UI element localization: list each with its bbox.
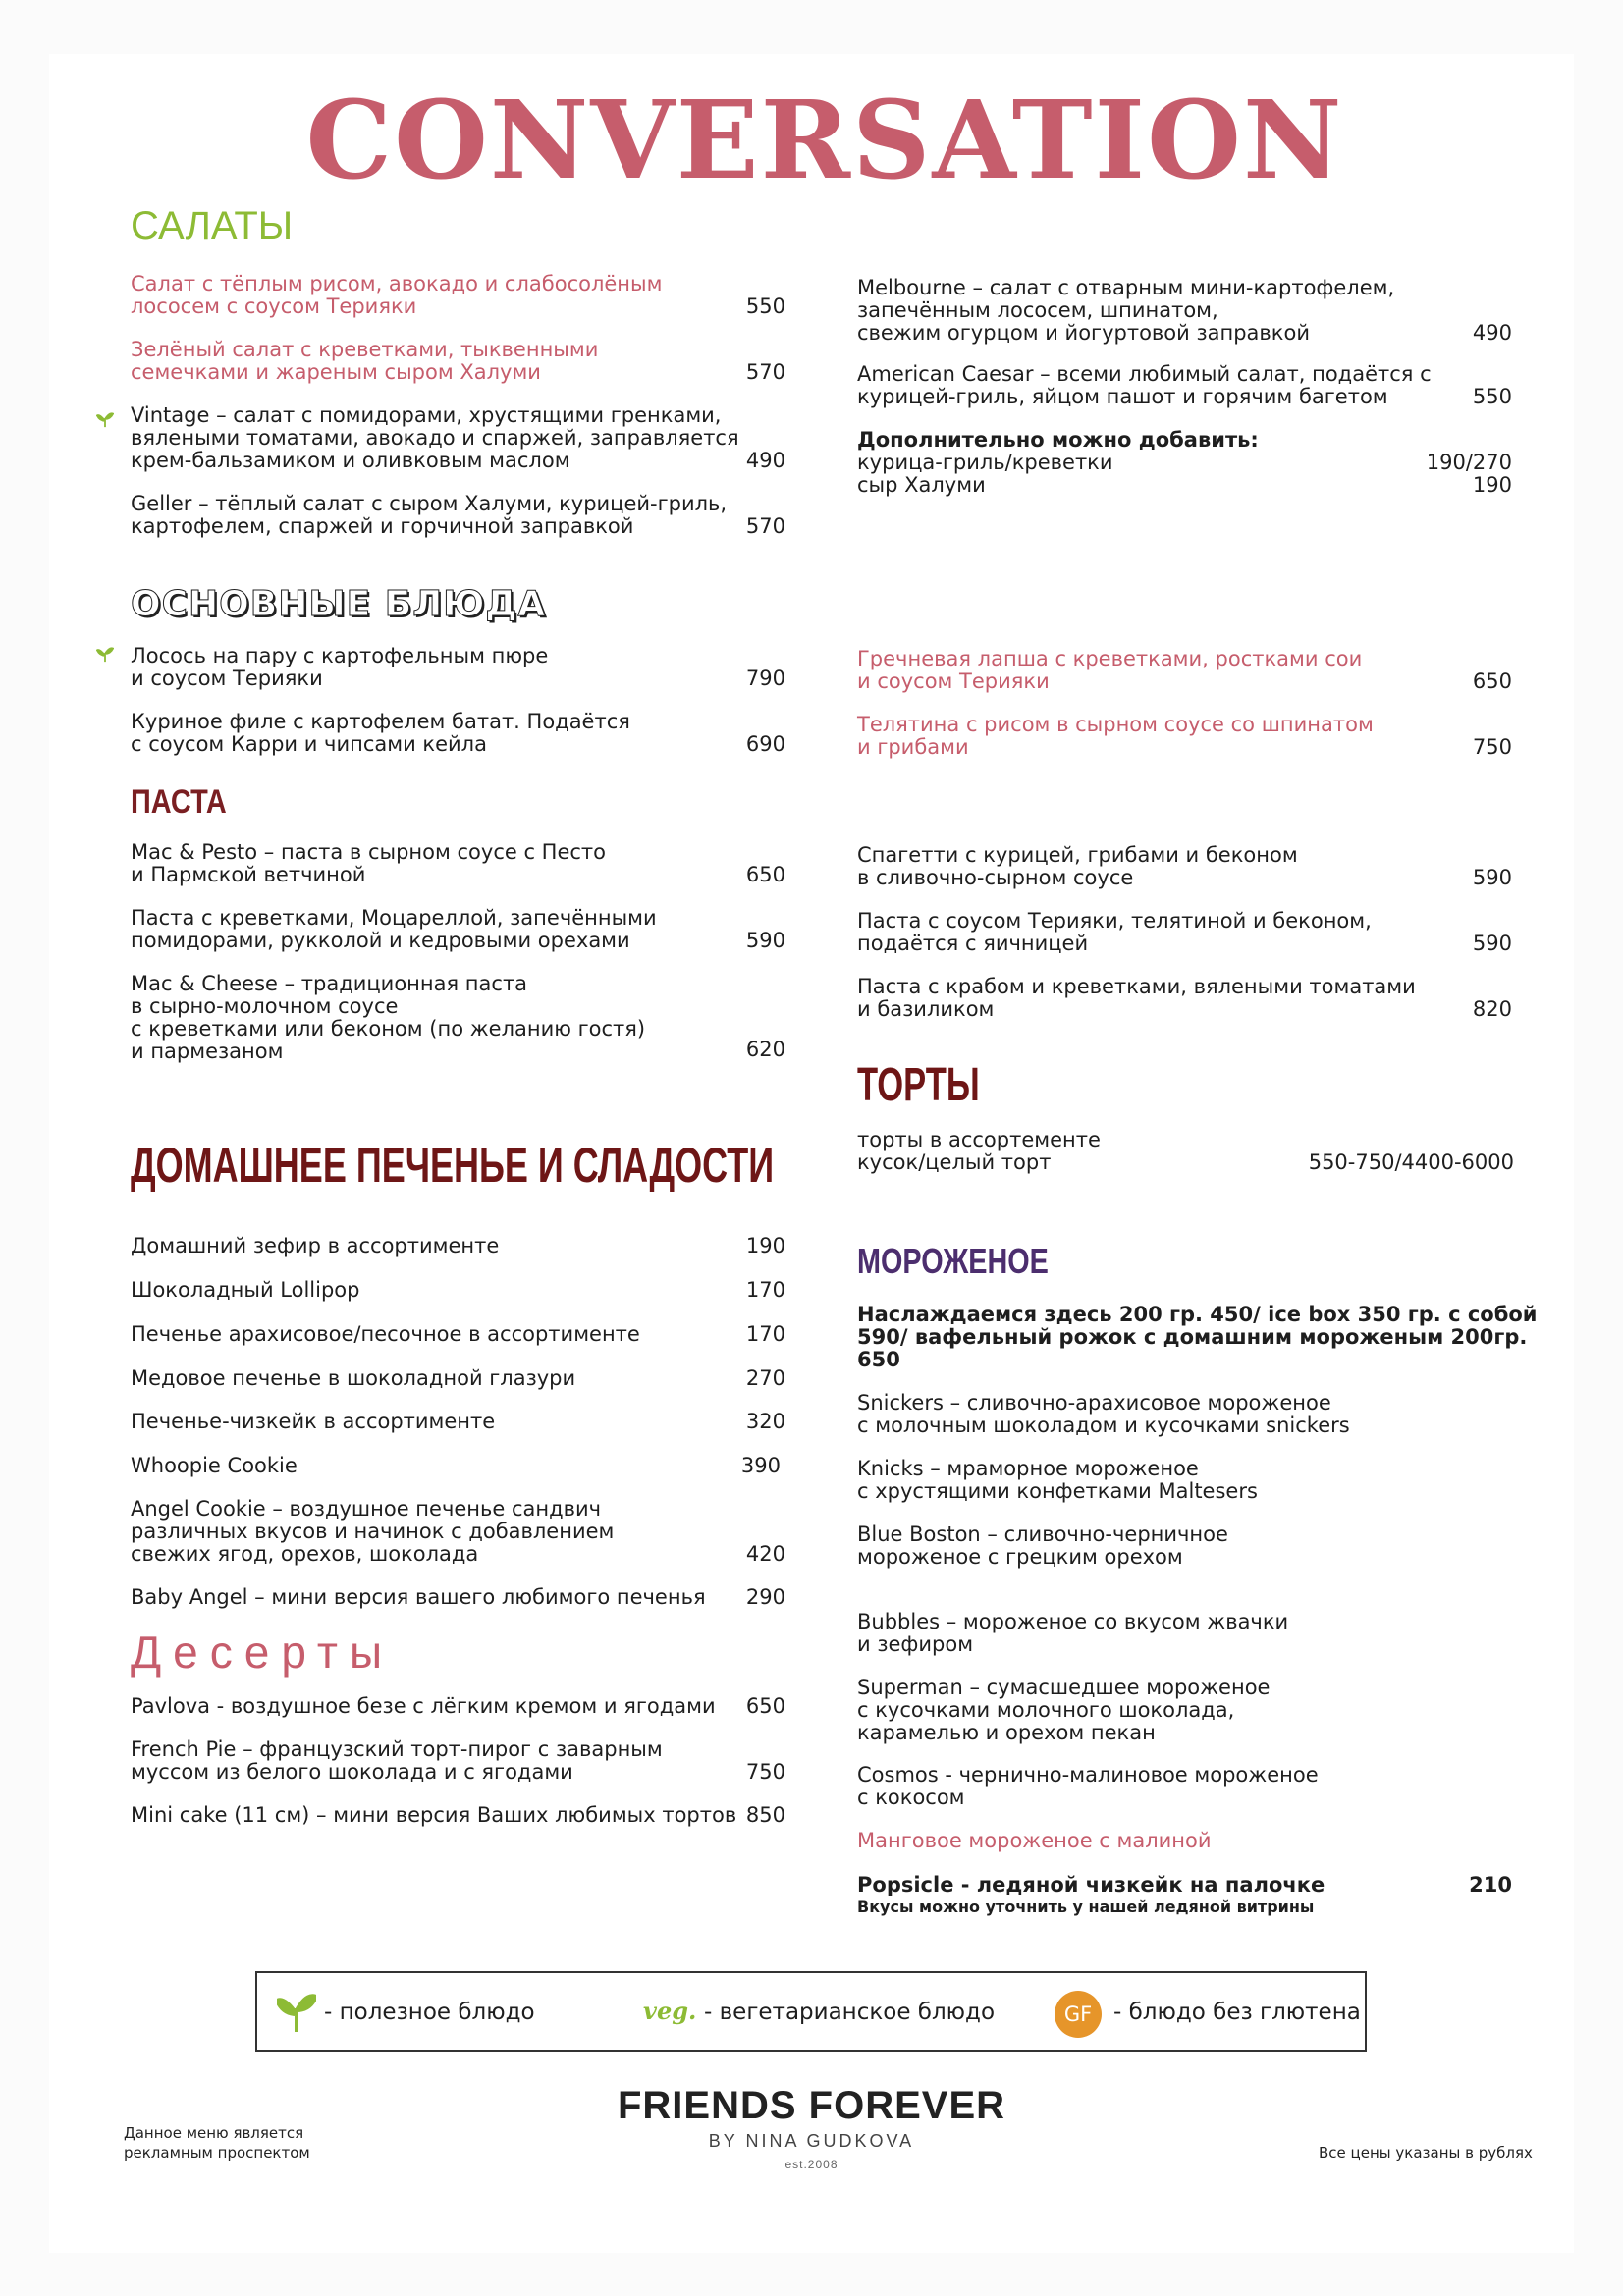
item-price: 550 xyxy=(1472,385,1512,408)
addon-price: 190 xyxy=(1472,473,1512,497)
icecream-item: Bubbles – мороженое со вкусом жвачки и зефиром xyxy=(857,1610,1289,1656)
menu-item: Whoopie Cookie xyxy=(131,1454,298,1477)
item-price: 390 xyxy=(740,1454,781,1477)
icecream-item: Snickers – сливочно-арахисовое мороженое с молочным шоколадом и кусочками snickers xyxy=(857,1391,1350,1437)
brand-name: FRIENDS FOREVER xyxy=(617,2084,1006,2127)
item-price: 570 xyxy=(745,360,785,384)
menu-item: Geller – тёплый салат с сыром Халуми, курицей-гриль, картофелем, спаржей и горчичной заправкой xyxy=(131,492,728,538)
item-price: 620 xyxy=(745,1038,785,1061)
section-salads: САЛАТЫ xyxy=(131,204,294,247)
brand-est: est.2008 xyxy=(784,2158,839,2171)
addon-item: сыр Халуми xyxy=(857,473,986,497)
item-price: 550-750/4400-6000 xyxy=(1308,1150,1514,1174)
menu-item: Mini cake (11 см) – мини версия Ваших любимых тортов xyxy=(131,1803,737,1827)
item-price: 490 xyxy=(745,449,785,472)
menu-item: Салат с тёплым рисом, авокадо и слабосолёным лососем с соусом Терияки xyxy=(131,272,663,318)
item-price: 650 xyxy=(745,863,785,886)
footer-disclaimer: Данное меню является рекламным проспектом xyxy=(124,2124,310,2162)
menu-item: Лосось на пару с картофельным пюре и соусом Терияки xyxy=(131,644,549,690)
menu-item: Melbourne – салат с отварным мини-картофелем, запечённым лососем, шпинатом, свежим огурцом и йогуртовой заправкой xyxy=(857,276,1395,345)
menu-item: Медовое печенье в шоколадной глазури xyxy=(131,1366,576,1390)
item-price: 820 xyxy=(1472,997,1512,1021)
popsicle-note: Вкусы можно уточнить у нашей ледяной витрины xyxy=(857,1897,1315,1916)
menu-item: American Caesar – всеми любимый салат, подаётся с курицей-гриль, яйцом пашот и горячим багетом xyxy=(857,362,1432,408)
popsicle-item: Popsicle - ледяной чизкейк на палочке xyxy=(857,1873,1325,1896)
icecream-note: Наслаждаемся здесь 200 гр. 450/ ice box 350 гр. с собой 590/ вафельный рожок с домашним мороженым 200гр. 650 xyxy=(857,1303,1538,1371)
menu-item: Домашний зефир в ассортименте xyxy=(131,1234,500,1257)
leaf-icon xyxy=(96,410,114,428)
menu-item: Паста с соусом Терияки, телятиной и беконом, подаётся с яичницей xyxy=(857,909,1372,955)
menu-item: Angel Cookie – воздушное печенье сандвич различных вкусов и начинок с добавлением свежих ягод, орехов, шоколада xyxy=(131,1497,615,1566)
section-main-dishes: ОСНОВНЫЕ БЛЮДА xyxy=(131,584,547,624)
item-price: 750 xyxy=(745,1760,785,1784)
section-desserts: Десерты xyxy=(131,1627,395,1678)
legend-box xyxy=(255,1971,1367,2052)
menu-item: Паста с крабом и креветками, вялеными томатами и базиликом xyxy=(857,975,1416,1021)
menu-item: Pavlova - воздушное безе с лёгким кремом и ягодами xyxy=(131,1694,716,1718)
icecream-item: Knicks – мраморное мороженое с хрустящими конфетками Maltesers xyxy=(857,1457,1258,1503)
menu-item: Vintage – салат с помидорами, хрустящими гренками, вялеными томатами, авокадо и спаржей, заправляется крем-бальзамиком и оливковым маслом xyxy=(131,403,739,472)
addon-item: курица-гриль/креветки xyxy=(857,451,1113,474)
item-price: 590 xyxy=(1472,866,1512,889)
section-cookies: ДОМАШНЕЕ ПЕЧЕНЬЕ И СЛАДОСТИ xyxy=(131,1138,775,1193)
item-price: 290 xyxy=(745,1585,785,1609)
menu-item: Зелёный салат с креветками, тыквенными семечками и жареным сыром Халуми xyxy=(131,338,599,384)
item-price: 590 xyxy=(1472,932,1512,955)
menu-item: Печенье арахисовое/песочное в ассортименте xyxy=(131,1322,640,1346)
menu-item: Mac & Pesto – паста в сырном соусе с Песто и Пармской ветчиной xyxy=(131,840,607,886)
menu-item: Спагетти с курицей, грибами и беконом в сливочно-сырном соусе xyxy=(857,843,1298,889)
menu-item: Шоколадный Lollipop xyxy=(131,1278,360,1302)
item-price: 650 xyxy=(745,1694,785,1718)
item-price: 190 xyxy=(745,1234,785,1257)
popsicle-price: 210 xyxy=(1469,1873,1512,1896)
item-price: 590 xyxy=(745,929,785,952)
icecream-item: Superman – сумасшедшее мороженое с кусочками молочного шоколада, карамелью и орехом пекан xyxy=(857,1676,1271,1744)
section-icecream: МОРОЖЕНОЕ xyxy=(857,1241,1049,1281)
menu-item: Baby Angel – мини версия вашего любимого печенья xyxy=(131,1585,706,1609)
section-pasta: ПАСТА xyxy=(131,783,227,821)
icecream-item: Blue Boston – сливочно-черничное мороженое с грецким орехом xyxy=(857,1522,1228,1569)
menu-title: CONVERSATION xyxy=(305,77,1344,203)
menu-item: Телятина с рисом в сырном соусе со шпинатом и грибами xyxy=(857,713,1374,759)
leaf-icon xyxy=(96,645,114,663)
item-price: 170 xyxy=(745,1278,785,1302)
item-price: 850 xyxy=(745,1803,785,1827)
item-price: 570 xyxy=(745,514,785,538)
menu-item: Паста с креветками, Моцареллой, запечёнными помидорами, рукколой и кедровыми орехами xyxy=(131,906,657,952)
item-price: 790 xyxy=(745,667,785,690)
veg-mark: veg. xyxy=(643,1997,697,2025)
gf-badge: GF xyxy=(1055,1991,1102,2038)
menu-item: Mac & Cheese – традиционная паста в сырно-молочном соусе с креветками или беконом (по желанию гостя) и пармезаном xyxy=(131,972,646,1063)
item-price: 270 xyxy=(745,1366,785,1390)
icecream-item: Cosmos - чернично-малиновое мороженое с кокосом xyxy=(857,1763,1319,1809)
legend-veg: - вегетарианское блюдо xyxy=(704,2000,996,2025)
menu-item: торты в ассортементе кусок/целый торт xyxy=(857,1128,1101,1174)
item-price: 650 xyxy=(1472,669,1512,693)
icecream-item: Манговое мороженое с малиной xyxy=(857,1829,1212,1852)
menu-item: Гречневая лапша с креветками, ростками сои и соусом Терияки xyxy=(857,647,1363,693)
item-price: 170 xyxy=(745,1322,785,1346)
item-price: 490 xyxy=(1472,321,1512,345)
legend-gf: - блюдо без глютена xyxy=(1113,2000,1361,2025)
item-price: 550 xyxy=(745,294,785,318)
footer-currency: Все цены указаны в рублях xyxy=(1319,2144,1533,2162)
menu-item: Куриное филе с картофелем батат. Подаётся с соусом Карри и чипсами кейла xyxy=(131,710,630,756)
legend-healthy: - полезное блюдо xyxy=(324,2000,535,2025)
item-price: 320 xyxy=(745,1410,785,1433)
menu-item: French Pie – французский торт-пирог с заварным муссом из белого шоколада и с ягодами xyxy=(131,1737,663,1784)
menu-item: Печенье-чизкейк в ассортименте xyxy=(131,1410,496,1433)
brand-subtitle: BY NINA GUDKOVA xyxy=(708,2131,915,2151)
addons-title: Дополнительно можно добавить: xyxy=(857,428,1259,452)
section-cakes: ТОРТЫ xyxy=(857,1059,980,1111)
item-price: 750 xyxy=(1472,735,1512,759)
item-price: 420 xyxy=(745,1542,785,1566)
leaf-icon xyxy=(277,1991,316,2034)
item-price: 690 xyxy=(745,732,785,756)
addon-price: 190/270 xyxy=(1426,451,1512,474)
